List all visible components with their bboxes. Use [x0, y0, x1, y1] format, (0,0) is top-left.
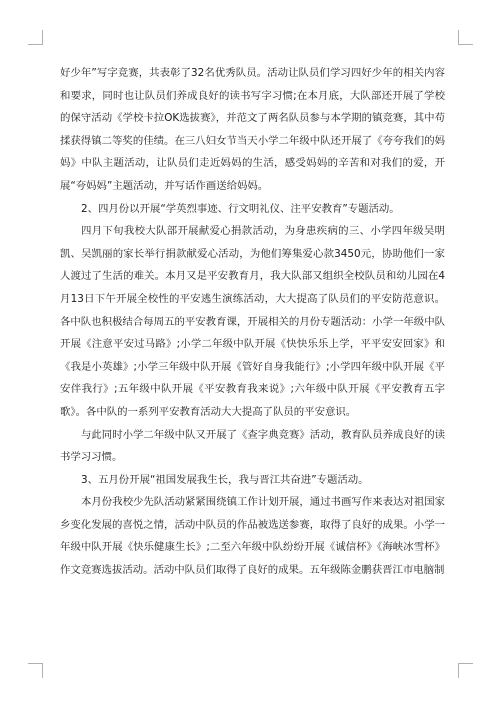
crop-mark-bottom-right	[458, 663, 473, 678]
crop-mark-top-left	[28, 30, 43, 45]
paragraph-dictionary-contest: 与此同时小学二年级中队又开展了《查字典竞赛》活动，教育队员养成良好的读书学习习惯。	[60, 428, 445, 464]
paragraph-writing-contest: 好少年”写字竞赛，共表彰了32名优秀队员。活动让队员们学习四好少年的相关内容和要求，同时也让队员们养成良好的读书写字习惯;在本月底，大队部还开展了学校的保守活动《学校卡拉OK选拔赛》，并范文了两名队员参与本学期的镇竞赛，其中苟揉获得镇二等奖的佳绩。在三八妇女节当天小学二年级中队还开展了《夸夸我们的妈妈》中队主题活动，让队员们走近妈妈的生活，感受妈妈的辛苦和对我们的爱，开展“夸妈妈”主题活动，并写话作画送给妈妈。	[60, 67, 445, 192]
heading-april-activities: 2、四月份以开展“学英烈事迹、行文明礼仪、注平安教育”专题活动。	[81, 202, 400, 215]
crop-mark-bottom-left	[28, 663, 43, 678]
paragraph-april-donation-safety: 四月下旬我校大队部开展献爱心捐款活动，为身患疾病的三、小学四年级吴明凯、吴凯丽的家长举行捐款献爱心活动，为他们筹集爱心款3450元，协助他们一家人渡过了生活的难关。本月又是平安教育月，我大队部又组织全校队员和幼儿园在4月13日下午开展全校性的平安逃生演练活动，大大提高了队员们的平安防范意识。各中队也积极结合每周五的平安教育课，开展相关的月份专题活动：小学一年级中队开展《注意平安过马路》;小学二年级中队开展《快快乐乐上学，平平安安回家》和《我是小英雄》;小学三年级中队开展《管好自身我能行》;小学四年级中队开展《平安伴我行》;五年级中队开展《平安教育我来说》;六年级中队开展《平安教育五字歌》。各中队的一系列平安教育活动大大提高了队员的平安意识。	[60, 225, 445, 418]
heading-may-activities: 3、五月份开展“祖国发展我生长，我与晋江共奋进”专题活动。	[81, 473, 369, 486]
crop-mark-top-right	[458, 30, 473, 45]
paragraph-may-activities: 本月份我校少先队活动紧紧围绕镇工作计划开展，通过书画写作来表达对祖国家乡变化发展的喜悦之情，活动中队员的作品被选送参赛，取得了良好的成果。小学一年级中队开展《快乐健康生长》;二至六年级中队纷纷开展《诚信杯》《海峡冰雪杯》作文竞赛选拔活动。活动中队员们取得了良好的成果。五年级陈金鹏获晋江市电脑制	[60, 496, 445, 577]
document-body	[60, 62, 445, 582]
